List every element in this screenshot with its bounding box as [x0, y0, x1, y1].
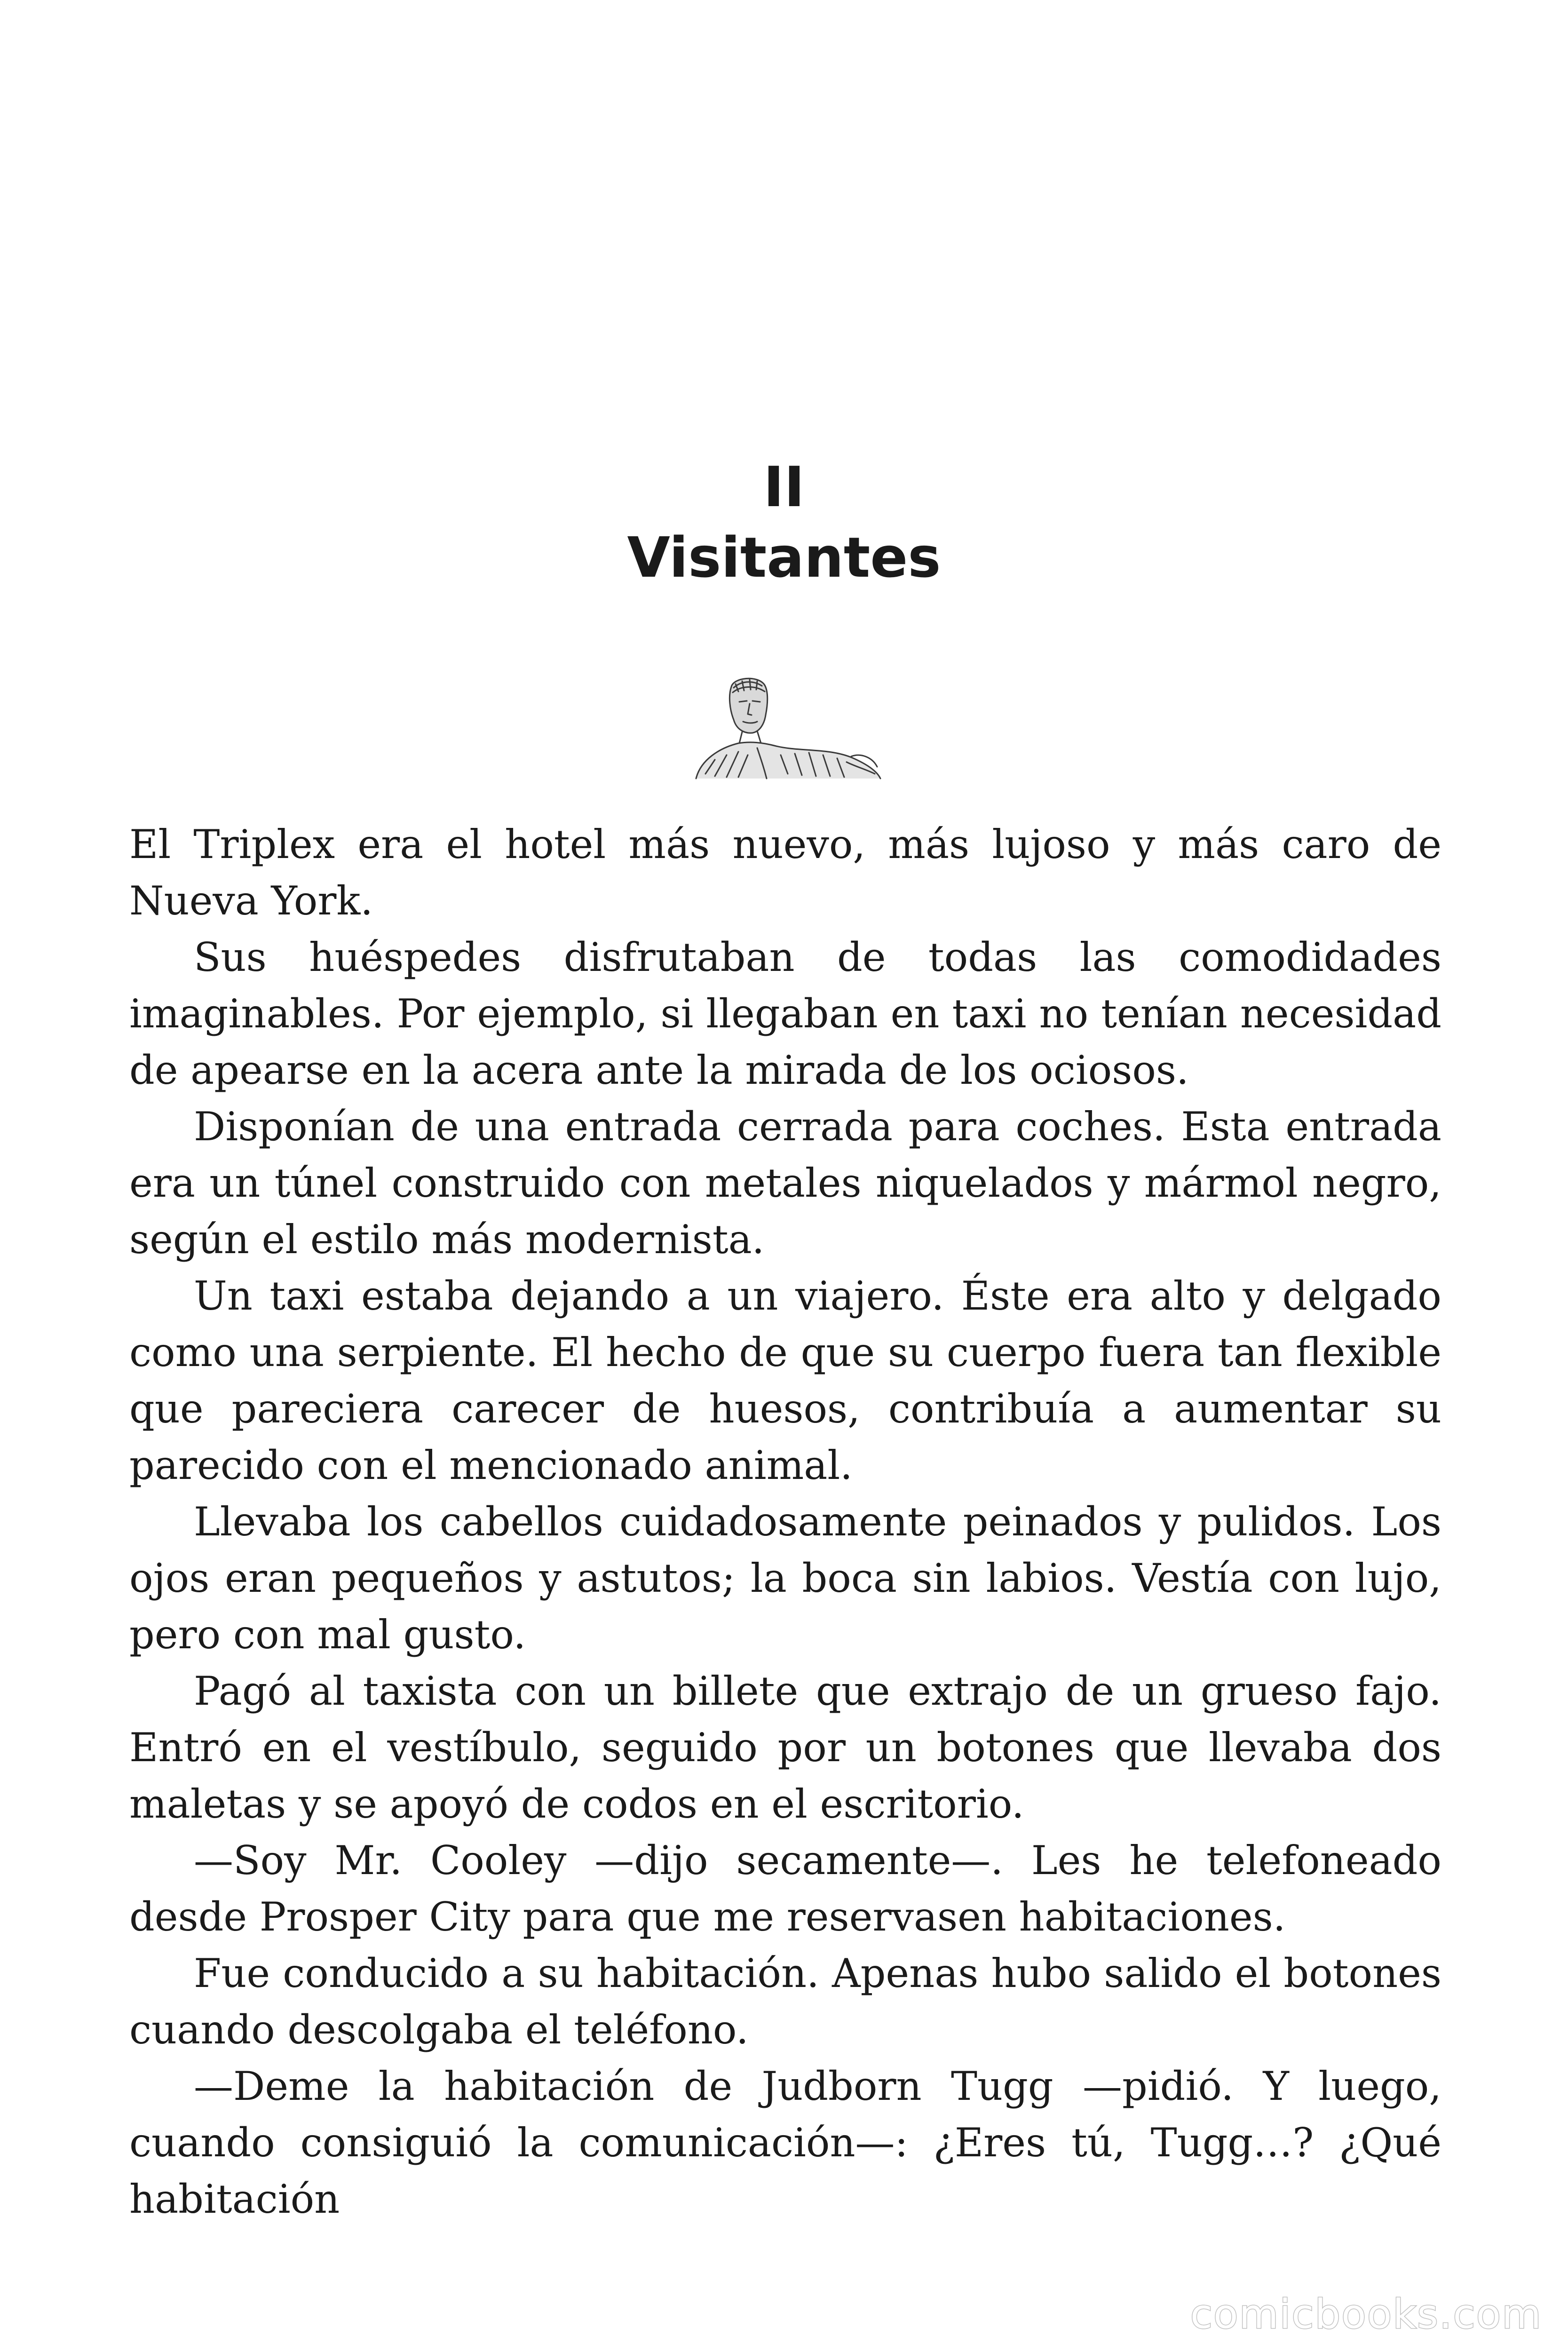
- bust-portrait-illustration-icon: [687, 673, 884, 781]
- paragraph-9: —Deme la habitación de Judborn Tugg —pidió. Y luego, cuando consiguió la comunicación—: ¿Eres tú, Tugg…? ¿Qué habitación: [129, 2063, 1441, 2222]
- paragraph-4: Un taxi estaba dejando a un viajero. Éste era alto y delgado como una serpiente. El hecho de que su cuerpo fuera tan flexible que pareciera carecer de huesos, contribuía a aumentar su parecido con el mencionado animal.: [129, 1273, 1441, 1488]
- chapter-number: II: [763, 454, 805, 519]
- paragraph-6: Pagó al taxista con un billete que extrajo de un grueso fajo. Entró en el vestíbulo, seguido por un botones que llevaba dos maletas y se apoyó de codos en el escritorio.: [129, 1668, 1441, 1827]
- chapter-heading: [0, 452, 1568, 593]
- paragraph-2: Sus huéspedes disfrutaban de todas las comodidades imaginables. Por ejemplo, si llegaban en taxi no tenían necesidad de apearse en la acera ante la mirada de los ociosos.: [129, 934, 1441, 1093]
- paragraph-5: Llevaba los cabellos cuidadosamente peinados y pulidos. Los ojos eran pequeños y astutos; la boca sin labios. Vestía con lujo, pero con mal gusto.: [129, 1499, 1441, 1658]
- chapter-title: Visitantes: [627, 525, 941, 590]
- paragraph-1: El Triplex era el hotel más nuevo, más lujoso y más caro de Nueva York.: [129, 821, 1441, 924]
- watermark: comicbooks.com: [1190, 2291, 1542, 2338]
- paragraph-3: Disponían de una entrada cerrada para coches. Esta entrada era un túnel construido con metales niquelados y mármol negro, según el estilo más modernista.: [129, 1104, 1441, 1263]
- paragraph-8: Fue conducido a su habitación. Apenas hubo salido el botones cuando descolgaba el teléfono.: [129, 1950, 1441, 2053]
- body-text: [129, 816, 1441, 2227]
- paragraph-7: —Soy Mr. Cooley —dijo secamente—. Les he telefoneado desde Prosper City para que me reservasen habitaciones.: [129, 1837, 1441, 1940]
